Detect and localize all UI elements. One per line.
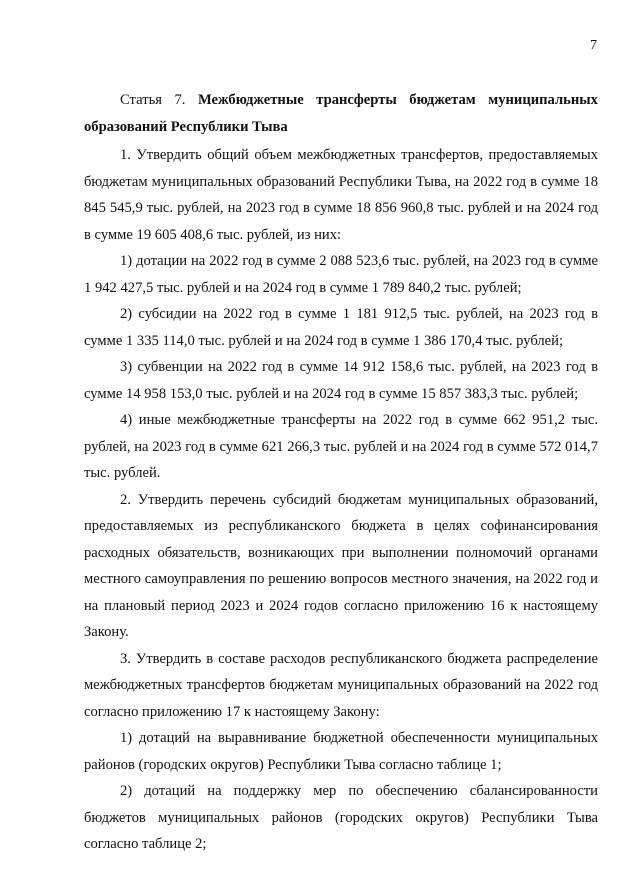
- article-prefix: Статья 7.: [120, 92, 186, 108]
- paragraph-1-item-1: 1) дотации на 2022 год в сумме 2 088 523,6 тыс. рублей, на 2023 год в сумме 1 942 427,5 тыс. рублей и на 2024 год в сумме 1 789 840,2 тыс. рублей;: [84, 253, 598, 296]
- paragraph-3-item-2: 2) дотаций на поддержку мер по обеспечению сбалансированности бюджетов муниципальных районов (городских округов) Республики Тыва согласно таблице 2;: [84, 783, 598, 852]
- paragraph-1: 1. Утвердить общий объем межбюджетных трансфертов, предоставляемых бюджетам муниципальных образований Республики Тыва, на 2022 год в сумме 18 845 545,9 тыс. рублей, на 2023 год в сумме 18 856 960,8 тыс. рублей и на 2024 год в сумме 19 605 408,6 тыс. рублей, из них:: [84, 147, 598, 243]
- paragraph-1-item-4: 4) иные межбюджетные трансферты на 2022 год в сумме 662 951,2 тыс. рублей, на 2023 год в сумме 621 266,3 тыс. рублей и на 2024 год в сумме 572 014,7 тыс. рублей.: [84, 412, 598, 481]
- paragraph-1-item-3: 3) субвенции на 2022 год в сумме 14 912 158,6 тыс. рублей, на 2023 год в сумме 14 958 153,0 тыс. рублей и на 2024 год в сумме 15 857 383,3 тыс. рублей;: [84, 359, 598, 402]
- paragraph-3-item-1: 1) дотаций на выравнивание бюджетной обеспеченности муниципальных районов (городских округов) Республики Тыва согласно таблице 1;: [84, 730, 598, 773]
- paragraph-2: 2. Утвердить перечень субсидий бюджетам муниципальных образований, предоставляемых из республиканского бюджета в целях софинансирования расходных обязательств, возникающих при выполнении полномочий органами местного самоуправления по решению вопросов местного значения, на 2022 год и на плановый период 2023 и 2024 годов согласно приложению 16 к настоящему Закону.: [84, 491, 598, 640]
- article-heading: [84, 87, 598, 140]
- page-number: 7: [590, 38, 597, 53]
- paragraph-3: 3. Утвердить в составе расходов республиканского бюджета распределение межбюджетных трансфертов бюджетам муниципальных образований на 2022 год согласно приложению 17 к настоящему Закону:: [84, 650, 598, 720]
- paragraph-1-item-2: 2) субсидии на 2022 год в сумме 1 181 912,5 тыс. рублей, на 2023 год в сумме 1 335 114,0 тыс. рублей и на 2024 год в сумме 1 386 170,4 тыс. рублей;: [84, 306, 598, 349]
- article-title: Межбюджетные трансферты бюджетам муниципальных образований Республики Тыва: [84, 92, 598, 135]
- document-body: [84, 87, 598, 858]
